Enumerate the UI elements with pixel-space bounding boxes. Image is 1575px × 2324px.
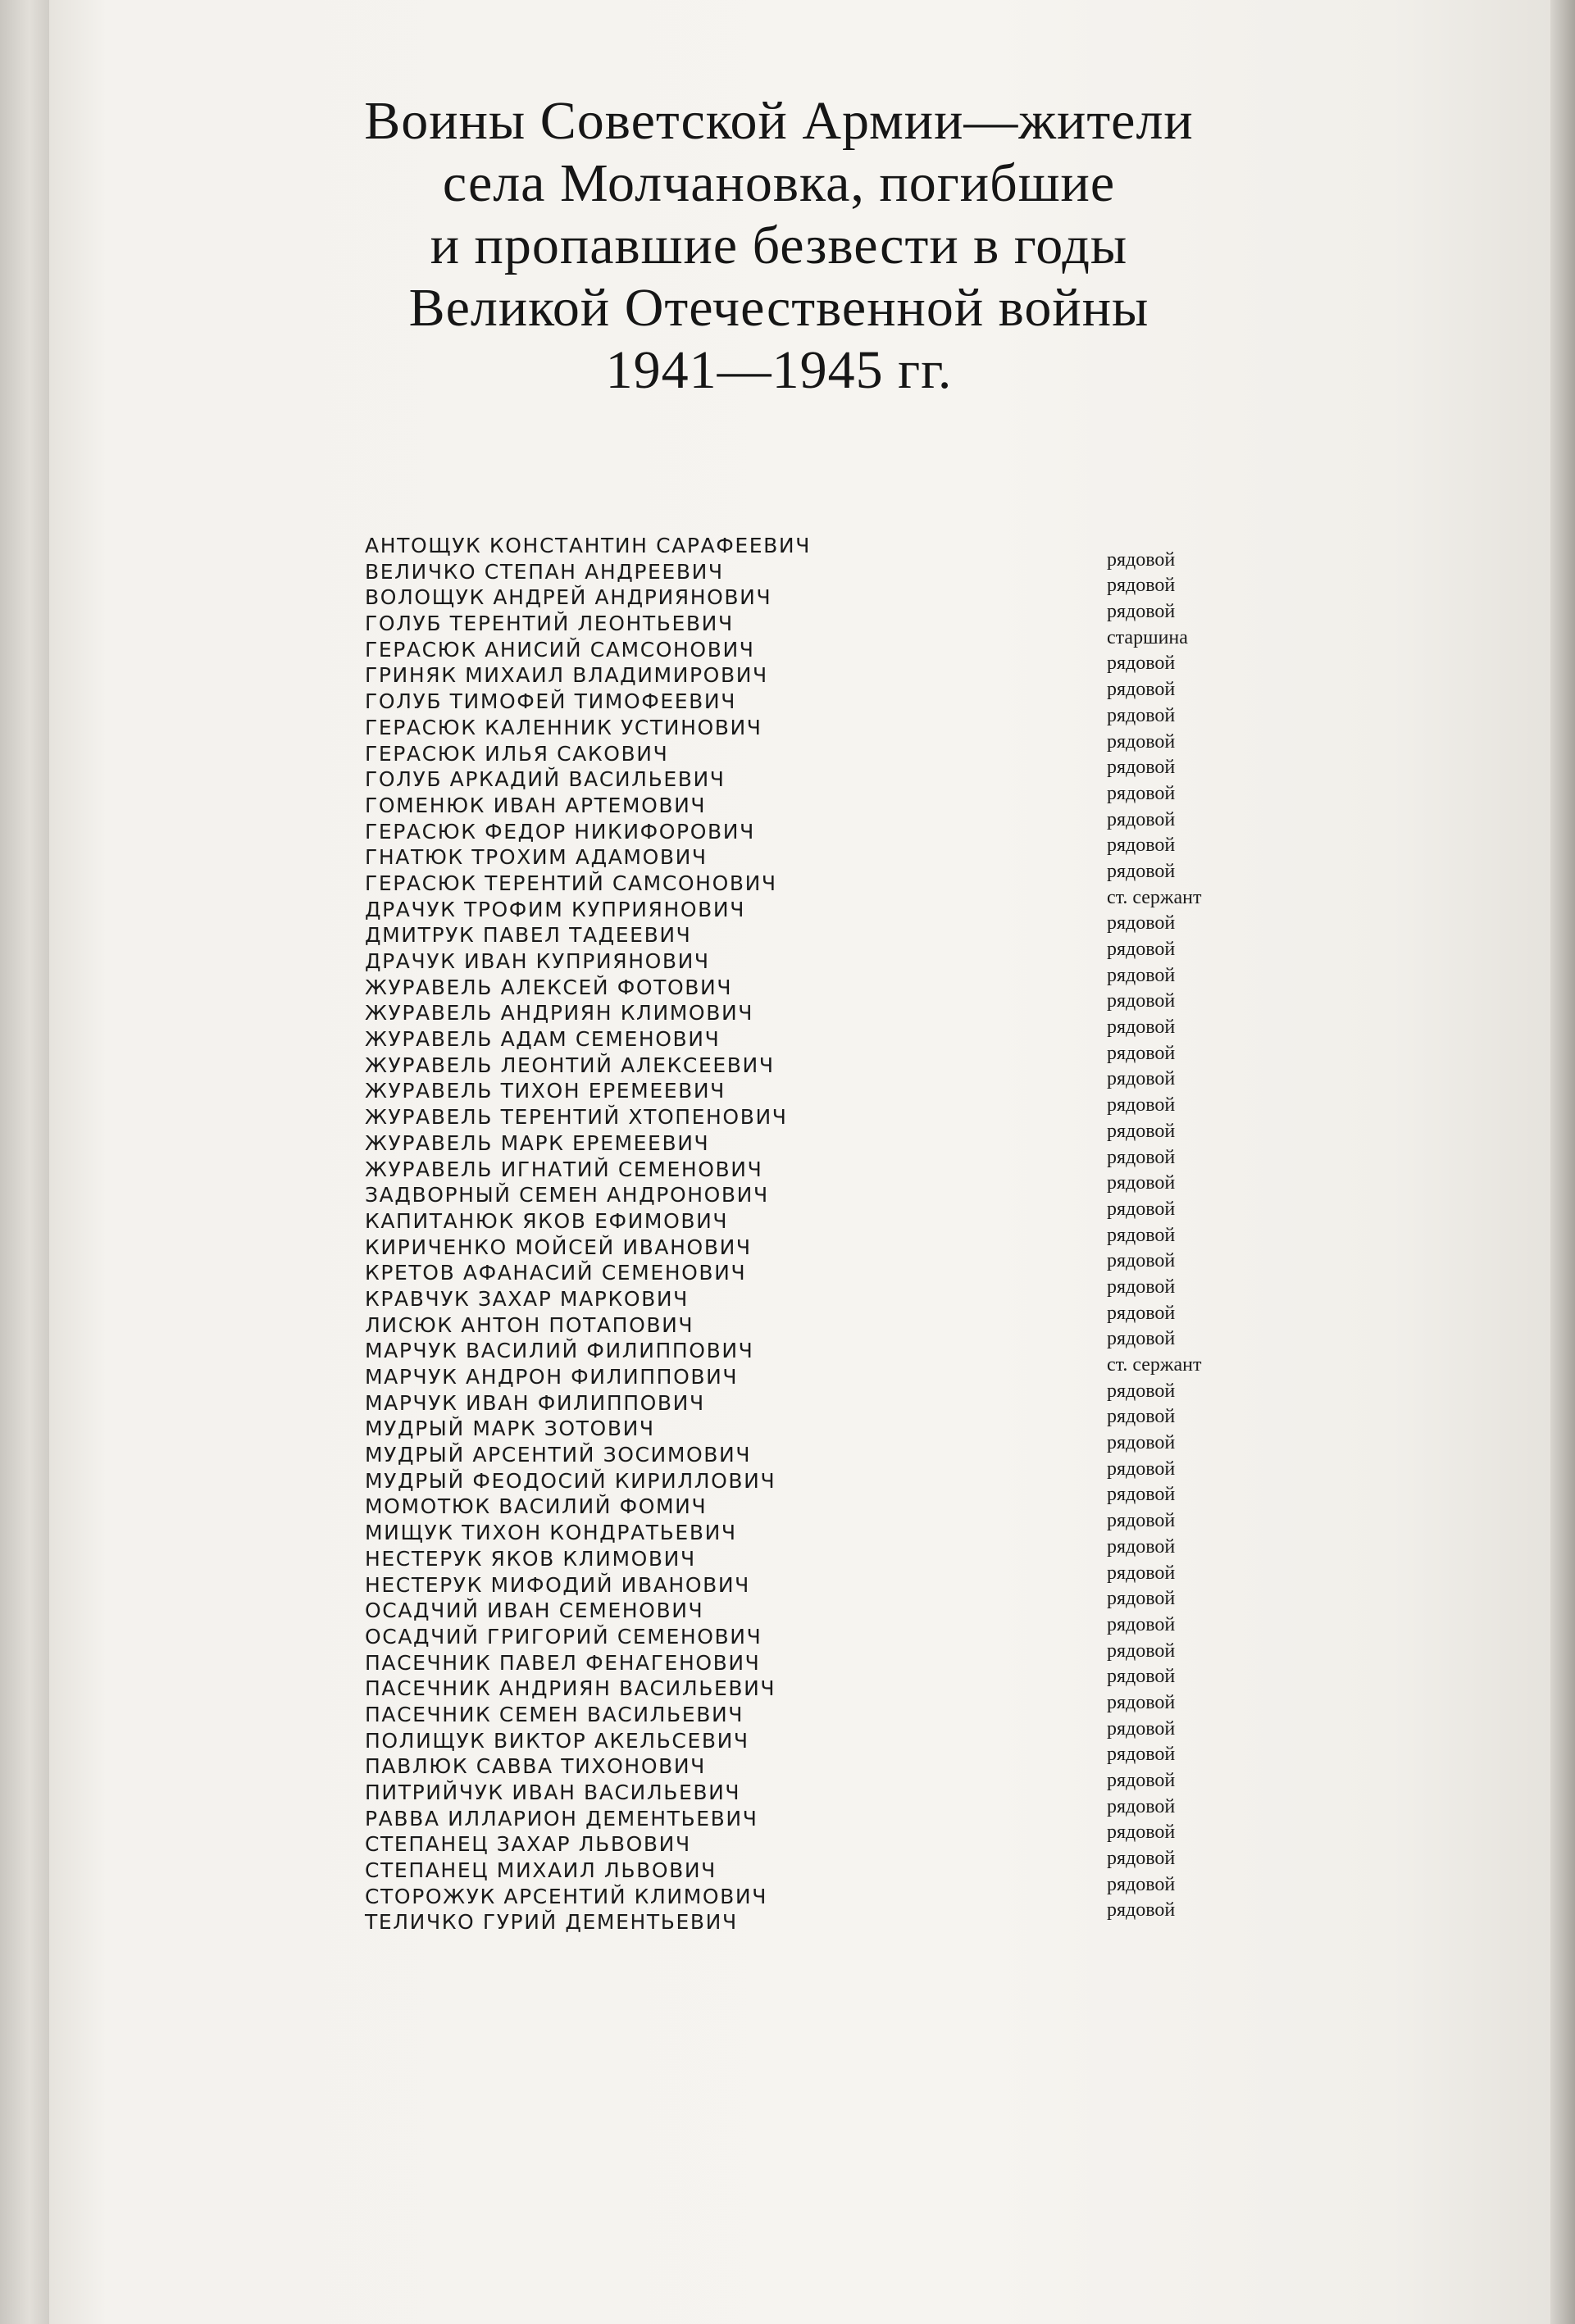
soldier-name: МАРЧУК ИВАН ФИЛИППОВИЧ: [365, 1390, 705, 1415]
soldier-name: ЖУРАВЕЛЬ ТИХОН ЕРЕМЕЕВИЧ: [365, 1079, 726, 1103]
title-line-1: Воины Советской Армии—жители: [364, 91, 1194, 151]
soldier-name: ПАВЛЮК САВВА ТИХОНОВИЧ: [365, 1754, 706, 1779]
soldier-rank: рядовой: [1107, 653, 1176, 675]
soldier-rank: рядовой: [1107, 782, 1176, 804]
soldier-rank: рядовой: [1107, 1432, 1176, 1454]
soldier-name: МУДРЫЙ АРСЕНТИЙ ЗОСИМОВИЧ: [365, 1443, 752, 1467]
soldier-name: ДМИТРУК ПАВЕЛ ТАДЕЕВИЧ: [365, 923, 692, 948]
soldier-rank: рядовой: [1107, 1120, 1176, 1142]
soldier-name: ОСАДЧИЙ ИВАН СЕМЕНОВИЧ: [365, 1599, 704, 1623]
soldier-name: ГОЛУБ ТЕРЕНТИЙ ЛЕОНТЬЕВИЧ: [365, 612, 734, 636]
soldier-name: АНТОЩУК КОНСТАНТИН САРАФЕЕВИЧ: [365, 534, 811, 557]
soldier-rank: рядовой: [1107, 1795, 1176, 1817]
soldier-rank: ст. сержант: [1107, 886, 1202, 908]
soldier-name: КИРИЧЕНКО МОЙСЕЙ ИВАНОВИЧ: [365, 1235, 752, 1259]
soldier-name: ГЕРАСЮК АНИСИЙ САМСОНОВИЧ: [365, 637, 755, 662]
soldier-name: РАВВА ИЛЛАРИОН ДЕМЕНТЬЕВИЧ: [365, 1806, 758, 1831]
soldier-name: НЕСТЕРУК ЯКОВ КЛИМОВИЧ: [365, 1546, 696, 1571]
soldier-name: ВОЛОЩУК АНДРЕЙ АНДРИЯНОВИЧ: [365, 585, 772, 610]
soldier-name: КАПИТАНЮК ЯКОВ ЕФИМОВИЧ: [365, 1208, 729, 1233]
soldier-rank: рядовой: [1107, 1562, 1176, 1584]
soldier-rank: рядовой: [1107, 1250, 1176, 1272]
soldier-name: ЖУРАВЕЛЬ ТЕРЕНТИЙ ХТОПЕНОВИЧ: [365, 1105, 788, 1130]
soldier-name: ЖУРАВЕЛЬ ЛЕОНТИЙ АЛЕКСЕЕВИЧ: [365, 1053, 775, 1077]
soldier-name: ЖУРАВЕЛЬ АЛЕКСЕЙ ФОТОВИЧ: [365, 975, 733, 999]
soldier-rank: рядовой: [1107, 1484, 1176, 1506]
soldier-name: МУДРЫЙ ФЕОДОСИЙ КИРИЛЛОВИЧ: [365, 1468, 776, 1493]
soldier-rank: рядовой: [1107, 1328, 1176, 1350]
page-title: [238, 90, 1320, 402]
soldier-rank: рядовой: [1107, 1146, 1176, 1168]
soldier-name: ЖУРАВЕЛЬ ИГНАТИЙ СЕМЕНОВИЧ: [365, 1157, 763, 1181]
soldier-name: ГОМЕНЮК ИВАН АРТЕМОВИЧ: [365, 793, 707, 817]
soldier-rank: рядовой: [1107, 939, 1176, 960]
title-line-3: и пропавшие безвести в годы: [430, 216, 1128, 275]
soldier-name: ЖУРАВЕЛЬ АНДРИЯН КЛИМОВИЧ: [365, 1001, 753, 1026]
soldier-rank: рядовой: [1107, 860, 1176, 882]
soldier-rank: рядовой: [1107, 1406, 1176, 1428]
soldier-rank: рядовой: [1107, 1770, 1176, 1791]
soldier-rank: рядовой: [1107, 1848, 1176, 1870]
right-page-edge: [1550, 0, 1575, 2324]
soldier-name: ТЕЛИЧКО ГУРИЙ ДЕМЕНТЬЕВИЧ: [365, 1910, 738, 1935]
soldier-name: МОМОТЮК ВАСИЛИЙ ФОМИЧ: [365, 1494, 708, 1519]
soldier-name: ПАСЕЧНИК СЕМЕН ВАСИЛЬЕВИЧ: [365, 1702, 744, 1726]
soldier-name: ЛИСЮК АНТОН ПОТАПОВИЧ: [365, 1312, 694, 1337]
soldier-rank: рядовой: [1107, 1666, 1176, 1688]
soldier-name: ГЕРАСЮК ИЛЬЯ САКОВИЧ: [365, 741, 669, 766]
soldier-rank: рядовой: [1107, 1068, 1176, 1090]
soldier-name: ЖУРАВЕЛЬ АДАМ СЕМЕНОВИЧ: [365, 1027, 721, 1052]
soldier-rank: рядовой: [1107, 1588, 1176, 1610]
soldier-rank: рядовой: [1107, 808, 1176, 830]
soldier-name: ОСАДЧИЙ ГРИГОРИЙ СЕМЕНОВИЧ: [365, 1624, 762, 1649]
soldier-name: ПАСЕЧНИК АНДРИЯН ВАСИЛЬЕВИЧ: [365, 1676, 776, 1701]
soldier-name: ГНАТЮК ТРОХИМ АДАМОВИЧ: [365, 845, 708, 870]
soldier-name: ПОЛИЩУК ВИКТОР АКЕЛЬСЕВИЧ: [365, 1728, 749, 1753]
soldier-rank: рядовой: [1107, 1198, 1176, 1220]
soldier-name: ПАСЕЧНИК ПАВЕЛ ФЕНАГЕНОВИЧ: [365, 1650, 761, 1675]
soldier-rank: рядовой: [1107, 1458, 1176, 1480]
soldier-rank: рядовой: [1107, 1016, 1176, 1039]
soldier-rank: рядовой: [1107, 1042, 1176, 1064]
roster-list: [365, 533, 1316, 1935]
soldier-name: ПИТРИЙЧУК ИВАН ВАСИЛЬЕВИЧ: [365, 1781, 741, 1804]
soldier-name: ДРАЧУК ИВАН КУПРИЯНОВИЧ: [365, 949, 710, 973]
soldier-name: ГРИНЯК МИХАИЛ ВЛАДИМИРОВИЧ: [365, 663, 768, 688]
soldier-name: МАРЧУК АНДРОН ФИЛИППОВИЧ: [365, 1365, 739, 1389]
soldier-rank: рядовой: [1107, 679, 1176, 701]
soldier-rank: рядовой: [1107, 835, 1176, 857]
soldier-name: ЗАДВОРНЫЙ СЕМЕН АНДРОНОВИЧ: [365, 1183, 769, 1207]
soldier-name: СТОРОЖУК АРСЕНТИЙ КЛИМОВИЧ: [365, 1884, 767, 1908]
soldier-rank: рядовой: [1107, 575, 1176, 597]
title-line-2: села Молчановка, погибшие: [442, 153, 1116, 213]
soldier-rank: рядовой: [1107, 1224, 1176, 1246]
book-page: [49, 0, 1575, 2324]
soldier-name: ГОЛУБ ТИМОФЕЙ ТИМОФЕЕВИЧ: [365, 689, 736, 714]
soldier-rank: рядовой: [1107, 1640, 1176, 1662]
title-line-4: Великой Отечественной войны: [408, 278, 1149, 338]
soldier-rank: рядовой: [1107, 1691, 1176, 1713]
soldier-rank: рядовой: [1107, 1510, 1176, 1532]
soldier-name: ВЕЛИЧКО СТЕПАН АНДРЕЕВИЧ: [365, 559, 724, 584]
soldier-rank: рядовой: [1107, 1613, 1176, 1635]
soldier-name: КРАВЧУК ЗАХАР МАРКОВИЧ: [365, 1286, 689, 1311]
soldier-name: МИЩУК ТИХОН КОНДРАТЬЕВИЧ: [365, 1521, 737, 1545]
soldier-rank: ст. сержант: [1107, 1354, 1202, 1376]
soldier-name: ЖУРАВЕЛЬ МАРК ЕРЕМЕЕВИЧ: [365, 1130, 710, 1155]
soldier-name: МУДРЫЙ МАРК ЗОТОВИЧ: [365, 1417, 655, 1441]
soldier-rank: рядовой: [1107, 1821, 1176, 1844]
soldier-rank: рядовой: [1107, 757, 1176, 779]
soldier-rank: рядовой: [1107, 1302, 1176, 1324]
soldier-rank: рядовой: [1107, 964, 1176, 986]
soldier-name: КРЕТОВ АФАНАСИЙ СЕМЕНОВИЧ: [365, 1261, 747, 1285]
soldier-rank: рядовой: [1107, 1873, 1176, 1895]
soldier-rank: старшина: [1107, 626, 1188, 648]
soldier-name: ГЕРАСЮК ТЕРЕНТИЙ САМСОНОВИЧ: [365, 871, 777, 895]
soldier-name: СТЕПАНЕЦ ЗАХАР ЛЬВОВИЧ: [365, 1832, 691, 1857]
soldier-rank: рядовой: [1107, 1899, 1176, 1922]
soldier-rank: рядовой: [1107, 601, 1176, 623]
soldier-rank: рядовой: [1107, 1380, 1176, 1402]
soldier-name: МАРЧУК ВАСИЛИЙ ФИЛИППОВИЧ: [365, 1339, 754, 1363]
soldier-rank: рядовой: [1107, 1535, 1176, 1558]
soldier-rank: рядовой: [1107, 1276, 1176, 1298]
soldier-name: ДРАЧУК ТРОФИМ КУПРИЯНОВИЧ: [365, 897, 745, 921]
soldier-rank: рядовой: [1107, 1172, 1176, 1194]
soldier-rank: рядовой: [1107, 730, 1176, 753]
soldier-rank: рядовой: [1107, 912, 1176, 935]
title-line-5: 1941—1945 гг.: [605, 340, 953, 400]
soldier-name: ГОЛУБ АРКАДИЙ ВАСИЛЬЕВИЧ: [365, 767, 726, 792]
roster-row: [365, 1899, 1316, 1935]
soldier-rank: рядовой: [1107, 1717, 1176, 1740]
soldier-rank: рядовой: [1107, 704, 1176, 726]
soldier-rank: рядовой: [1107, 548, 1176, 571]
soldier-name: ГЕРАСЮК КАЛЕННИК УСТИНОВИЧ: [365, 715, 762, 739]
soldier-rank: рядовой: [1107, 1094, 1176, 1117]
soldier-rank: рядовой: [1107, 1744, 1176, 1766]
soldier-name: СТЕПАНЕЦ МИХАИЛ ЛЬВОВИЧ: [365, 1858, 717, 1883]
soldier-name: НЕСТЕРУК МИФОДИЙ ИВАНОВИЧ: [365, 1572, 750, 1597]
soldier-name: ГЕРАСЮК ФЕДОР НИКИФОРОВИЧ: [365, 819, 755, 844]
soldier-rank: рядовой: [1107, 990, 1176, 1012]
